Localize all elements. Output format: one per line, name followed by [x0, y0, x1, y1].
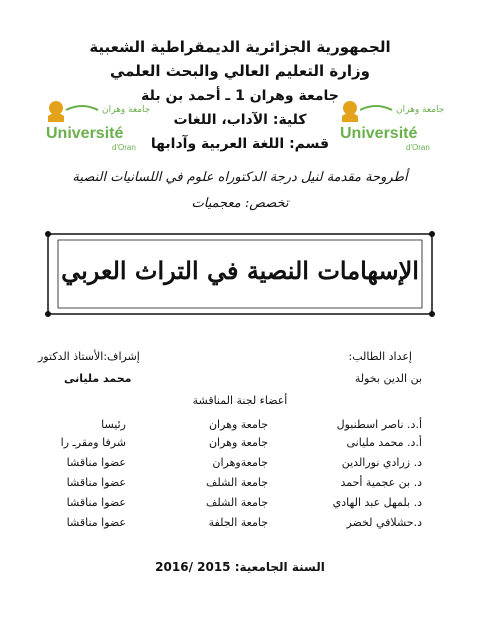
- member-name: د. زرادي نورالدين: [341, 456, 422, 469]
- faculty-heading: كلية: الآداب، اللغات: [173, 112, 307, 128]
- specialization-line: تخصص: معجميات: [191, 196, 289, 211]
- supervisor-label: إشراف:الأستاذ الدكتور: [38, 350, 140, 363]
- member-name: د. بن عجمية أحمد: [340, 476, 422, 489]
- thesis-title: الإسهامات النصية في التراث العربي: [61, 256, 419, 285]
- member-role: عضوا مناقشا: [66, 456, 126, 469]
- member-role: شرفا ومقرـ را: [60, 436, 126, 449]
- member-name: د.حشلافي لخضر: [346, 516, 422, 529]
- member-university: جامعةوهران: [212, 456, 268, 469]
- supervisor-name: محمد مليانى: [64, 372, 132, 385]
- logo-arabic-text: جامعة وهران: [102, 105, 151, 115]
- member-role: عضوا مناقشا: [66, 476, 126, 489]
- member-role: عضوا مناقشا: [66, 516, 126, 529]
- logo-sub-text: d'Oran: [406, 143, 430, 152]
- logo-latin-text: Université: [340, 125, 418, 142]
- thesis-description: أطروحة مقدمة لنيل درجة الدكتوراه علوم في اللسانيات النصية: [72, 170, 408, 185]
- republic-heading: الجمهورية الجزائرية الديمقراطية الشعبية: [89, 38, 391, 56]
- department-heading: قسم: اللغة العربية وآدابها: [150, 136, 330, 152]
- member-university: جامعة الجلفة: [208, 516, 268, 529]
- university-logo-right: [336, 98, 445, 154]
- logo-arabic-text: جامعة وهران: [396, 105, 445, 115]
- member-university: جامعة وهران: [208, 418, 268, 431]
- member-university: جامعة الشلف: [206, 476, 268, 489]
- university-logo-left: [42, 98, 151, 154]
- logo-sub-text: d'Oran: [112, 143, 136, 152]
- university-logo-icon: [42, 98, 151, 154]
- member-university: جامعة وهران: [208, 436, 268, 449]
- student-label: إعداد الطالب:: [348, 350, 412, 363]
- member-name: د. بلمهل عبد الهادي: [332, 496, 422, 509]
- title-frame: [40, 226, 440, 322]
- member-name: أ.د. محمد مليانى: [346, 436, 422, 449]
- logo-latin-text: Université: [46, 125, 124, 142]
- student-name: بن الدين بخولة: [354, 372, 422, 385]
- university-heading: جامعة وهران 1 ـ أحمد بن بلة: [141, 88, 339, 104]
- committee-title: أعضاء لجنة المناقشة: [192, 394, 288, 407]
- university-logo-icon: [336, 98, 445, 154]
- member-university: جامعة الشلف: [206, 496, 268, 509]
- member-role: عضوا مناقشا: [66, 496, 126, 509]
- member-role: رئيسا: [101, 418, 126, 431]
- ministry-heading: وزارة التعليم العالي والبحث العلمي: [109, 62, 371, 80]
- member-name: أ.د. ناصر اسطنبول: [336, 418, 422, 431]
- academic-year: السنة الجامعية: 2015 /2016: [155, 560, 325, 574]
